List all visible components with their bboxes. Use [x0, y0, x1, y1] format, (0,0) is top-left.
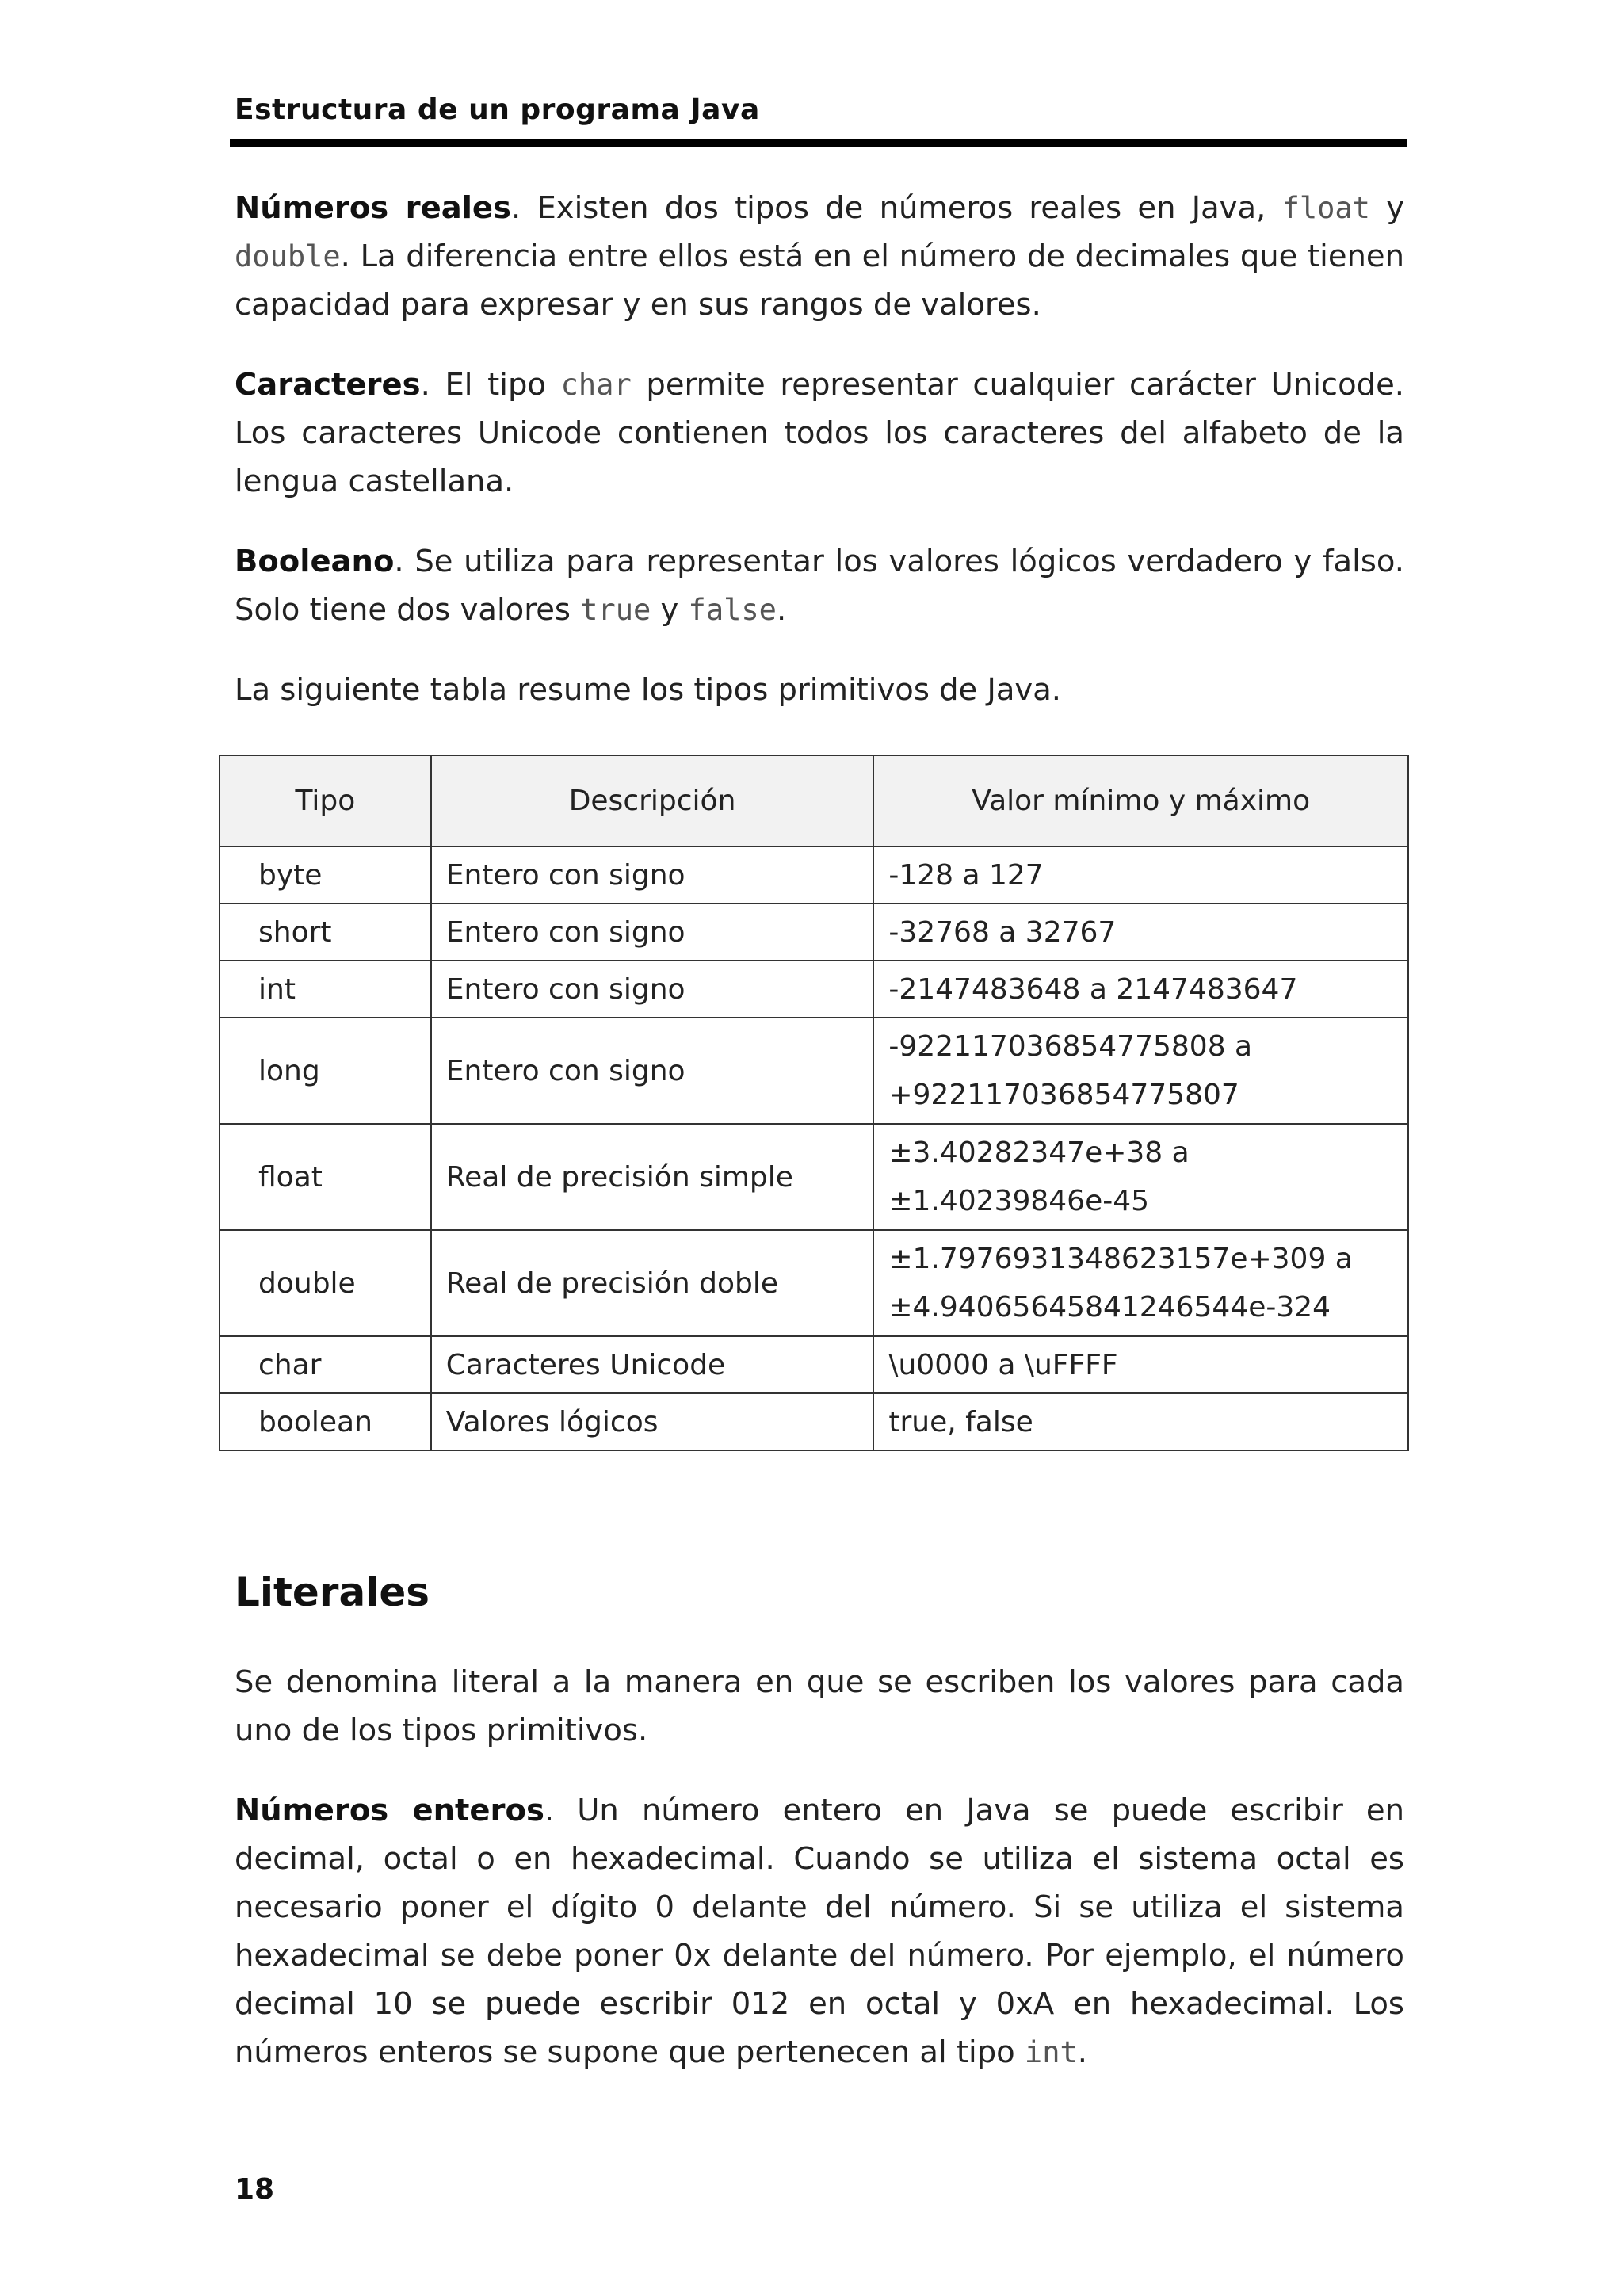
paragraph-text: y — [651, 592, 689, 628]
cell-valor — [873, 1336, 1408, 1393]
cell-valor-line: -2147483648 a 2147483647 — [888, 972, 1298, 1006]
cell-valor-line: -922117036854775808 a — [888, 1030, 1253, 1063]
table-row — [220, 1124, 1408, 1230]
paragraph-text: y — [1369, 190, 1404, 226]
cell-valor-line: true, false — [888, 1405, 1033, 1438]
table-row — [220, 904, 1408, 961]
cell-descripcion: Real de precisión doble — [431, 1230, 874, 1336]
cell-valor — [873, 846, 1408, 904]
cell-descripcion: Entero con signo — [431, 904, 874, 961]
term-numeros-reales: Números reales — [235, 190, 511, 226]
cell-valor-line: +922117036854775807 — [888, 1079, 1239, 1111]
table-header-tipo: Tipo — [220, 755, 431, 846]
paragraph-text: . El tipo — [420, 367, 561, 403]
table-row — [220, 846, 1408, 904]
cell-valor-line: ±1.7976931348623157e+309 a — [888, 1243, 1353, 1275]
cell-tipo: byte — [220, 846, 431, 904]
primitive-types-table — [219, 755, 1409, 1451]
paragraph-text: . — [776, 592, 787, 628]
cell-descripcion: Real de precisión simple — [431, 1124, 874, 1230]
code-int: int — [1024, 2035, 1078, 2069]
term-numeros-enteros: Números enteros — [235, 1793, 544, 1828]
term-caracteres: Caracteres — [235, 367, 421, 403]
cell-valor — [873, 1018, 1408, 1124]
code-float: float — [1281, 191, 1370, 225]
cell-descripcion: Valores lógicos — [431, 1393, 874, 1450]
cell-valor-line: -128 a 127 — [888, 858, 1044, 892]
cell-valor-line: ±3.40282347e+38 a — [888, 1137, 1190, 1169]
paragraph-text: . La diferencia entre ellos está en el número de decimales que tienen capacidad para expresar y en sus rangos de valores. — [235, 239, 1404, 323]
cell-descripcion: Entero con signo — [431, 1018, 874, 1124]
table-row — [220, 1230, 1408, 1336]
term-booleano: Booleano — [235, 544, 395, 579]
table-row — [220, 1393, 1408, 1450]
cell-valor — [873, 1124, 1408, 1230]
section-heading-literales: Literales — [235, 1569, 430, 1615]
cell-tipo: boolean — [220, 1393, 431, 1450]
running-header: Estructura de un programa Java — [235, 94, 760, 126]
cell-valor — [873, 1393, 1408, 1450]
code-false: false — [688, 593, 777, 627]
cell-descripcion: Entero con signo — [431, 961, 874, 1018]
paragraph-text: . Existen dos tipos de números reales en Java, — [510, 190, 1282, 226]
header-rule — [230, 139, 1407, 147]
paragraph-text: . — [1077, 2034, 1087, 2070]
table-row — [220, 1336, 1408, 1393]
cell-tipo: float — [220, 1124, 431, 1230]
paragraph-numeros-enteros — [235, 1786, 1404, 2076]
table-header-descripcion: Descripción — [431, 755, 874, 846]
cell-valor-line: ±1.40239846e-45 — [888, 1185, 1150, 1217]
body-text-top — [235, 184, 1404, 746]
cell-tipo: int — [220, 961, 431, 1018]
paragraph-tabla-intro: La siguiente tabla resume los tipos primitivos de Java. — [235, 672, 1062, 708]
cell-tipo: double — [220, 1230, 431, 1336]
cell-valor — [873, 961, 1408, 1018]
table-header-row — [220, 755, 1408, 846]
table-row — [220, 1018, 1408, 1124]
paragraph-numeros-reales — [235, 184, 1404, 329]
paragraph-text: . Se utiliza para representar los valores lógicos verdadero y falso. Solo tiene dos valores — [235, 544, 1404, 628]
code-true: true — [580, 593, 651, 627]
table-header-valor: Valor mínimo y máximo — [873, 755, 1408, 846]
page-number: 18 — [235, 2173, 275, 2206]
paragraph-literales-intro: Se denomina literal a la manera en que se escriben los valores para cada uno de los tipos primitivos. — [235, 1664, 1404, 1748]
cell-descripcion: Entero con signo — [431, 846, 874, 904]
paragraph-text: . Un número entero en Java se puede escribir en decimal, octal o en hexadecimal. Cuando se utiliza el sistema octal es necesario poner el dígito 0 delante del número. Si se utiliza el sistema hexadecimal se debe poner 0x delante del número. Por ejemplo, el número decimal 10 se puede escribir 012 en octal y 0xA en hexadecimal. Los números enteros se supone que pertenecen al tipo — [235, 1793, 1404, 2070]
paragraph-text: permite representar cualquier carácter Unicode. Los caracteres Unicode contienen todos los caracteres del alfabeto de la lengua castellana. — [235, 367, 1405, 499]
code-char: char — [560, 368, 632, 402]
cell-descripcion: Caracteres Unicode — [431, 1336, 874, 1393]
cell-valor-line: ±4.94065645841246544e-324 — [888, 1291, 1331, 1324]
cell-valor-line: -32768 a 32767 — [888, 915, 1117, 949]
cell-tipo: char — [220, 1336, 431, 1393]
paragraph-booleano — [235, 537, 1404, 634]
cell-tipo: short — [220, 904, 431, 961]
cell-valor — [873, 904, 1408, 961]
paragraph-caracteres — [235, 361, 1404, 506]
table-row — [220, 961, 1408, 1018]
cell-tipo: long — [220, 1018, 431, 1124]
body-text-literales — [235, 1658, 1404, 2108]
cell-valor-line: \u0000 a \uFFFF — [888, 1348, 1118, 1381]
code-double: double — [235, 239, 341, 273]
cell-valor — [873, 1230, 1408, 1336]
